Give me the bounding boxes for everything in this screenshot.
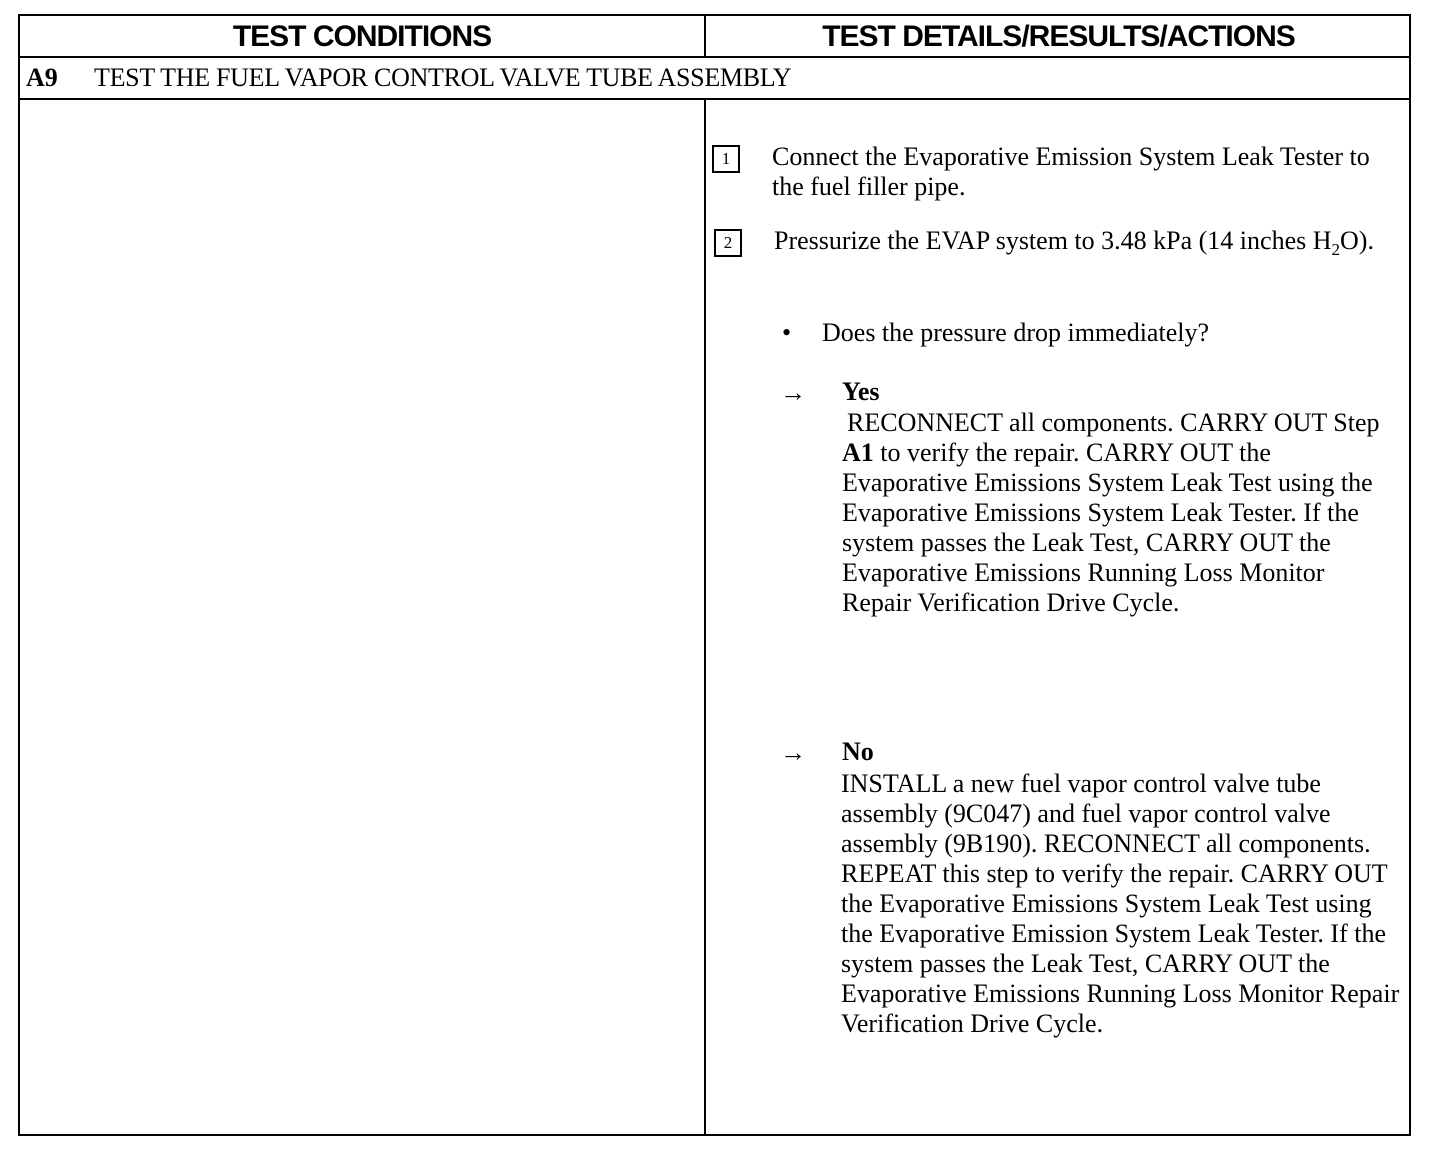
bullet: • — [782, 318, 792, 347]
step-1-box: 1 — [712, 145, 740, 173]
yes-action-text — [842, 408, 1397, 618]
no-action-text: INSTALL a new fuel vapor control valve tube assembly (9C047) and fuel vapor control valve assembly (9B190). RECONNECT all components. REPEAT this step to verify the repair. CARRY OUT the Evaporative Emissions System Leak Test using the Evaporative Emission System Leak Tester. If the system passes the Leak Test, CARRY OUT the Evaporative Emissions Running Loss Monitor Repair Verification Drive Cycle. — [841, 769, 1400, 1038]
yes-text-main: RECONNECT all components. CARRY OUT Step — [847, 408, 1380, 437]
no-arrow-icon: → — [780, 738, 806, 767]
test-conditions-header: TEST CONDITIONS — [232, 20, 492, 53]
test-conditions-cell — [20, 100, 704, 1134]
step-2-text — [774, 226, 1404, 265]
section-id: A9 — [26, 63, 58, 92]
step-2-text-end: O). — [1340, 226, 1374, 255]
section-title: TEST THE FUEL VAPOR CONTROL VALVE TUBE ASSEMBLY — [94, 63, 792, 92]
column-divider — [704, 98, 706, 1134]
step-2-subscript: 2 — [1331, 240, 1341, 260]
yes-text-end: to verify the repair. CARRY OUT the Evaporative Emissions System Leak Test using the Evaporative Emissions System Leak Tester. If the system passes the Leak Test, CARRY OUT the Evaporative Emissions Running Loss Monitor Repair Verification Drive Cycle. — [842, 438, 1373, 617]
step-2-box: 2 — [714, 229, 742, 257]
step-2-text-main: Pressurize the EVAP system to 3.48 kPa (14 inches H — [774, 226, 1332, 255]
no-label: No — [842, 737, 874, 766]
yes-label: Yes — [842, 377, 880, 406]
yes-arrow-icon: → — [780, 378, 806, 407]
header-divider — [704, 16, 706, 58]
test-details-header: TEST DETAILS/RESULTS/ACTIONS — [822, 20, 1295, 53]
section-title-row — [26, 60, 791, 96]
step-1-text: Connect the Evaporative Emission System Leak Tester to the fuel filler pipe. — [772, 142, 1370, 201]
header-rule — [20, 56, 1409, 58]
question-text: Does the pressure drop immediately? — [822, 318, 1209, 347]
yes-step-ref: A1 — [842, 438, 874, 467]
